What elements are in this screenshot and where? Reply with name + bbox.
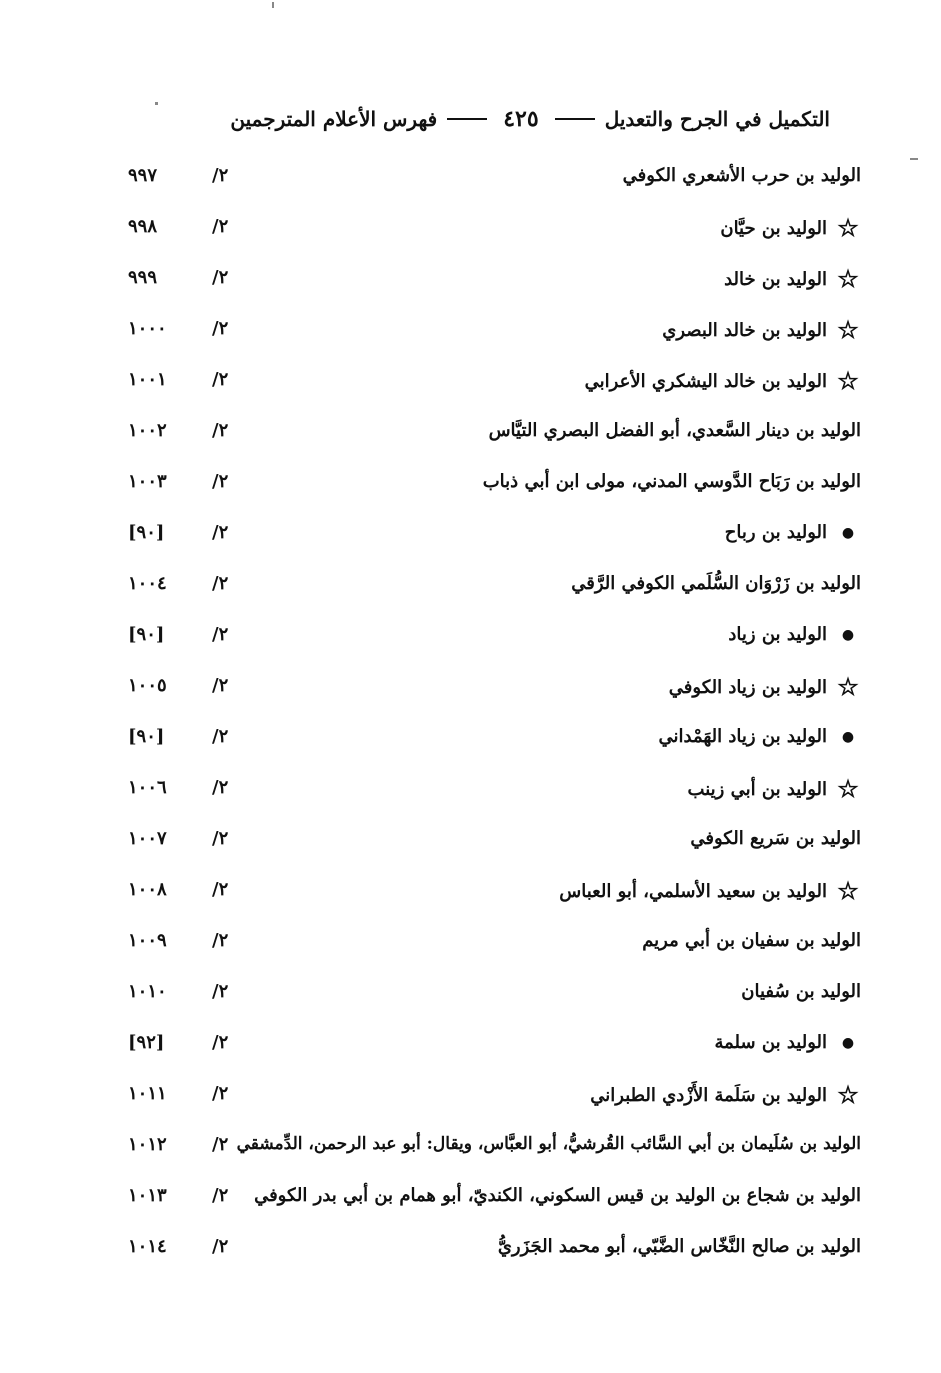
index-entry — [0, 665, 941, 716]
index-entry — [0, 869, 941, 920]
entry-name-text: الوليد بن رباح — [724, 522, 827, 543]
entry-number: ١٠٠٢ — [128, 420, 167, 441]
entry-name-text: الوليد بن سلمة — [714, 1032, 827, 1053]
entry-volume: ٢/ — [212, 471, 229, 492]
page-number: ٤٢٥ — [503, 106, 539, 132]
bullet-icon: ● — [841, 524, 855, 541]
scan-speck — [272, 2, 274, 8]
entry-volume: ٢/ — [212, 828, 229, 849]
entry-name-text: الوليد بن خالد اليشكري الأعرابي — [584, 370, 827, 392]
entry-volume: ٢/ — [212, 216, 229, 237]
entry-name — [668, 672, 861, 701]
entry-number: ١٠٠٨ — [128, 879, 167, 900]
entry-name — [483, 471, 861, 492]
section-title: فهرس الأعلام المترجمين — [230, 107, 438, 131]
entry-name — [489, 420, 861, 441]
entry-number: ٩٩٩ — [128, 267, 158, 288]
entry-name-text: الوليد بن سُلَيمان بن أبي السَّائب القُرشيُّ، أبو العبَّاس، ويقال: أبو عبد الرحمن، الدِّمشقي — [236, 1134, 861, 1154]
index-entry — [0, 512, 941, 563]
index-entry — [0, 1124, 941, 1175]
running-header — [215, 96, 830, 142]
entry-volume: ٢/ — [212, 879, 229, 900]
entry-name — [237, 1134, 861, 1154]
entry-name — [741, 981, 861, 1002]
index-entry — [0, 155, 941, 206]
index-entry — [0, 359, 941, 410]
entry-name — [623, 165, 861, 186]
entry-number: ١٠٠٩ — [128, 930, 167, 951]
scan-speck — [155, 102, 158, 105]
entry-name-text: الوليد بن حرب الأشعري الكوفي — [622, 165, 861, 186]
entry-name — [559, 876, 861, 905]
entry-name-text: الوليد بن زَرْوَان السُّلَمي الكوفي الرَّقي — [571, 573, 861, 594]
entry-number: ٩٩٧ — [128, 165, 158, 186]
entry-number: [٩٠] — [128, 522, 165, 543]
index-entry — [0, 308, 941, 359]
star-icon: ☆ — [837, 672, 859, 701]
index-entry — [0, 818, 941, 869]
entry-name — [687, 774, 861, 803]
entry-name-text: الوليد بن صالح النَّخّاس الضَّبّي، أبو محمد الجَزَريُّ — [497, 1236, 861, 1257]
entry-number: ١٠١٠ — [128, 981, 167, 1002]
entry-name — [715, 1032, 862, 1053]
entry-name — [724, 264, 861, 293]
header-rule — [555, 118, 595, 120]
entry-name — [728, 624, 861, 645]
entry-volume: ٢/ — [212, 1236, 229, 1257]
entry-name — [725, 522, 861, 543]
entry-number: ١٠٠٤ — [128, 573, 167, 594]
index-entry — [0, 257, 941, 308]
entry-name — [662, 315, 861, 344]
entry-name — [590, 1080, 861, 1109]
entry-name — [720, 213, 861, 242]
entry-name-text: الوليد بن زياد — [728, 624, 827, 645]
entry-volume: ٢/ — [212, 267, 229, 288]
entry-volume: ٢/ — [212, 573, 229, 594]
entry-name-text: الوليد بن أبي زينب — [687, 778, 827, 800]
entry-volume: ٢/ — [212, 675, 229, 696]
entry-volume: ٢/ — [212, 1032, 229, 1053]
entry-number: ١٠١٣ — [128, 1185, 167, 1206]
entry-number: [٩٠] — [128, 726, 165, 747]
entry-number: ١٠١٤ — [128, 1236, 167, 1257]
star-icon: ☆ — [837, 264, 859, 293]
index-entry — [0, 206, 941, 257]
entry-volume: ٢/ — [212, 981, 229, 1002]
bullet-icon: ● — [841, 626, 855, 643]
entry-volume: ٢/ — [212, 726, 229, 747]
entry-name-text: الوليد بن دينار السَّعدي، أبو الفضل البصري التيَّاس — [488, 420, 861, 441]
entry-volume: ٢/ — [212, 522, 229, 543]
entry-name — [658, 726, 861, 747]
entry-name-text: الوليد بن سُفيان — [741, 981, 861, 1002]
index-entry — [0, 410, 941, 461]
entry-volume: ٢/ — [212, 318, 229, 339]
entry-name-text: الوليد بن خالد — [724, 268, 827, 290]
entry-name — [690, 828, 861, 849]
star-icon: ☆ — [837, 213, 859, 242]
star-icon: ☆ — [837, 774, 859, 803]
entry-volume: ٢/ — [212, 930, 229, 951]
index-entry — [0, 614, 941, 665]
entry-name-text: الوليد بن زياد الكوفي — [668, 676, 827, 698]
entry-name-text: الوليد بن رَبَاح الدَّوسي المدني، مولى ابن أبي ذباب — [482, 471, 861, 492]
entry-number: ٩٩٨ — [128, 216, 158, 237]
index-entry — [0, 971, 941, 1022]
entry-volume: ٢/ — [212, 1083, 229, 1104]
entry-number: [٩٢] — [128, 1032, 165, 1053]
entry-volume: ٢/ — [212, 1134, 229, 1155]
entry-volume: ٢/ — [212, 369, 229, 390]
bullet-icon: ● — [841, 728, 855, 745]
entry-number: [٩٠] — [128, 624, 165, 645]
index-entry — [0, 1073, 941, 1124]
entry-volume: ٢/ — [212, 420, 229, 441]
entry-volume: ٢/ — [212, 777, 229, 798]
entry-name-text: الوليد بن خالد البصري — [662, 319, 827, 341]
star-icon: ☆ — [837, 876, 859, 905]
entry-number: ١٠٠١ — [128, 369, 167, 390]
entry-name — [584, 366, 861, 395]
index-entry — [0, 1175, 941, 1226]
entry-name-text: الوليد بن سعيد الأسلمي، أبو العباس — [559, 880, 827, 902]
index-entries — [0, 155, 941, 1277]
book-title: التكميل في الجرح والتعديل — [604, 107, 830, 131]
entry-name-text: الوليد بن زياد الهَمْداني — [658, 726, 827, 747]
star-icon: ☆ — [837, 366, 859, 395]
entry-volume: ٢/ — [212, 624, 229, 645]
entry-number: ١٠١٢ — [128, 1134, 167, 1155]
entry-name-text: الوليد بن شجاع بن الوليد بن قيس السكوني، الكنديّ، أبو همام بن أبي بدر الكوفي — [254, 1185, 861, 1206]
entry-name-text: الوليد بن سفيان بن أبي مريم — [642, 930, 861, 951]
entry-number: ١٠٠٦ — [128, 777, 167, 798]
entry-volume: ٢/ — [212, 165, 229, 186]
index-entry — [0, 920, 941, 971]
index-entry — [0, 461, 941, 512]
entry-name-text: الوليد بن سَريع الكوفي — [690, 828, 861, 849]
entry-number: ١٠١١ — [128, 1083, 167, 1104]
star-icon: ☆ — [837, 315, 859, 344]
entry-number: ١٠٠٣ — [128, 471, 167, 492]
entry-number: ١٠٠٠ — [128, 318, 167, 339]
index-entry — [0, 563, 941, 614]
entry-name — [571, 573, 861, 594]
entry-name — [254, 1185, 861, 1206]
index-entry — [0, 1022, 941, 1073]
entry-name — [498, 1236, 861, 1257]
entry-volume: ٢/ — [212, 1185, 229, 1206]
index-entry — [0, 716, 941, 767]
entry-name-text: الوليد بن حيَّان — [720, 217, 827, 239]
bullet-icon: ● — [841, 1034, 855, 1051]
entry-number: ١٠٠٧ — [128, 828, 167, 849]
entry-name-text: الوليد بن سَلَمة الأَزْدي الطبراني — [590, 1084, 827, 1106]
star-icon: ☆ — [837, 1080, 859, 1109]
header-rule — [447, 118, 487, 120]
index-entry — [0, 1226, 941, 1277]
entry-number: ١٠٠٥ — [128, 675, 167, 696]
entry-name — [642, 930, 861, 951]
index-entry — [0, 767, 941, 818]
